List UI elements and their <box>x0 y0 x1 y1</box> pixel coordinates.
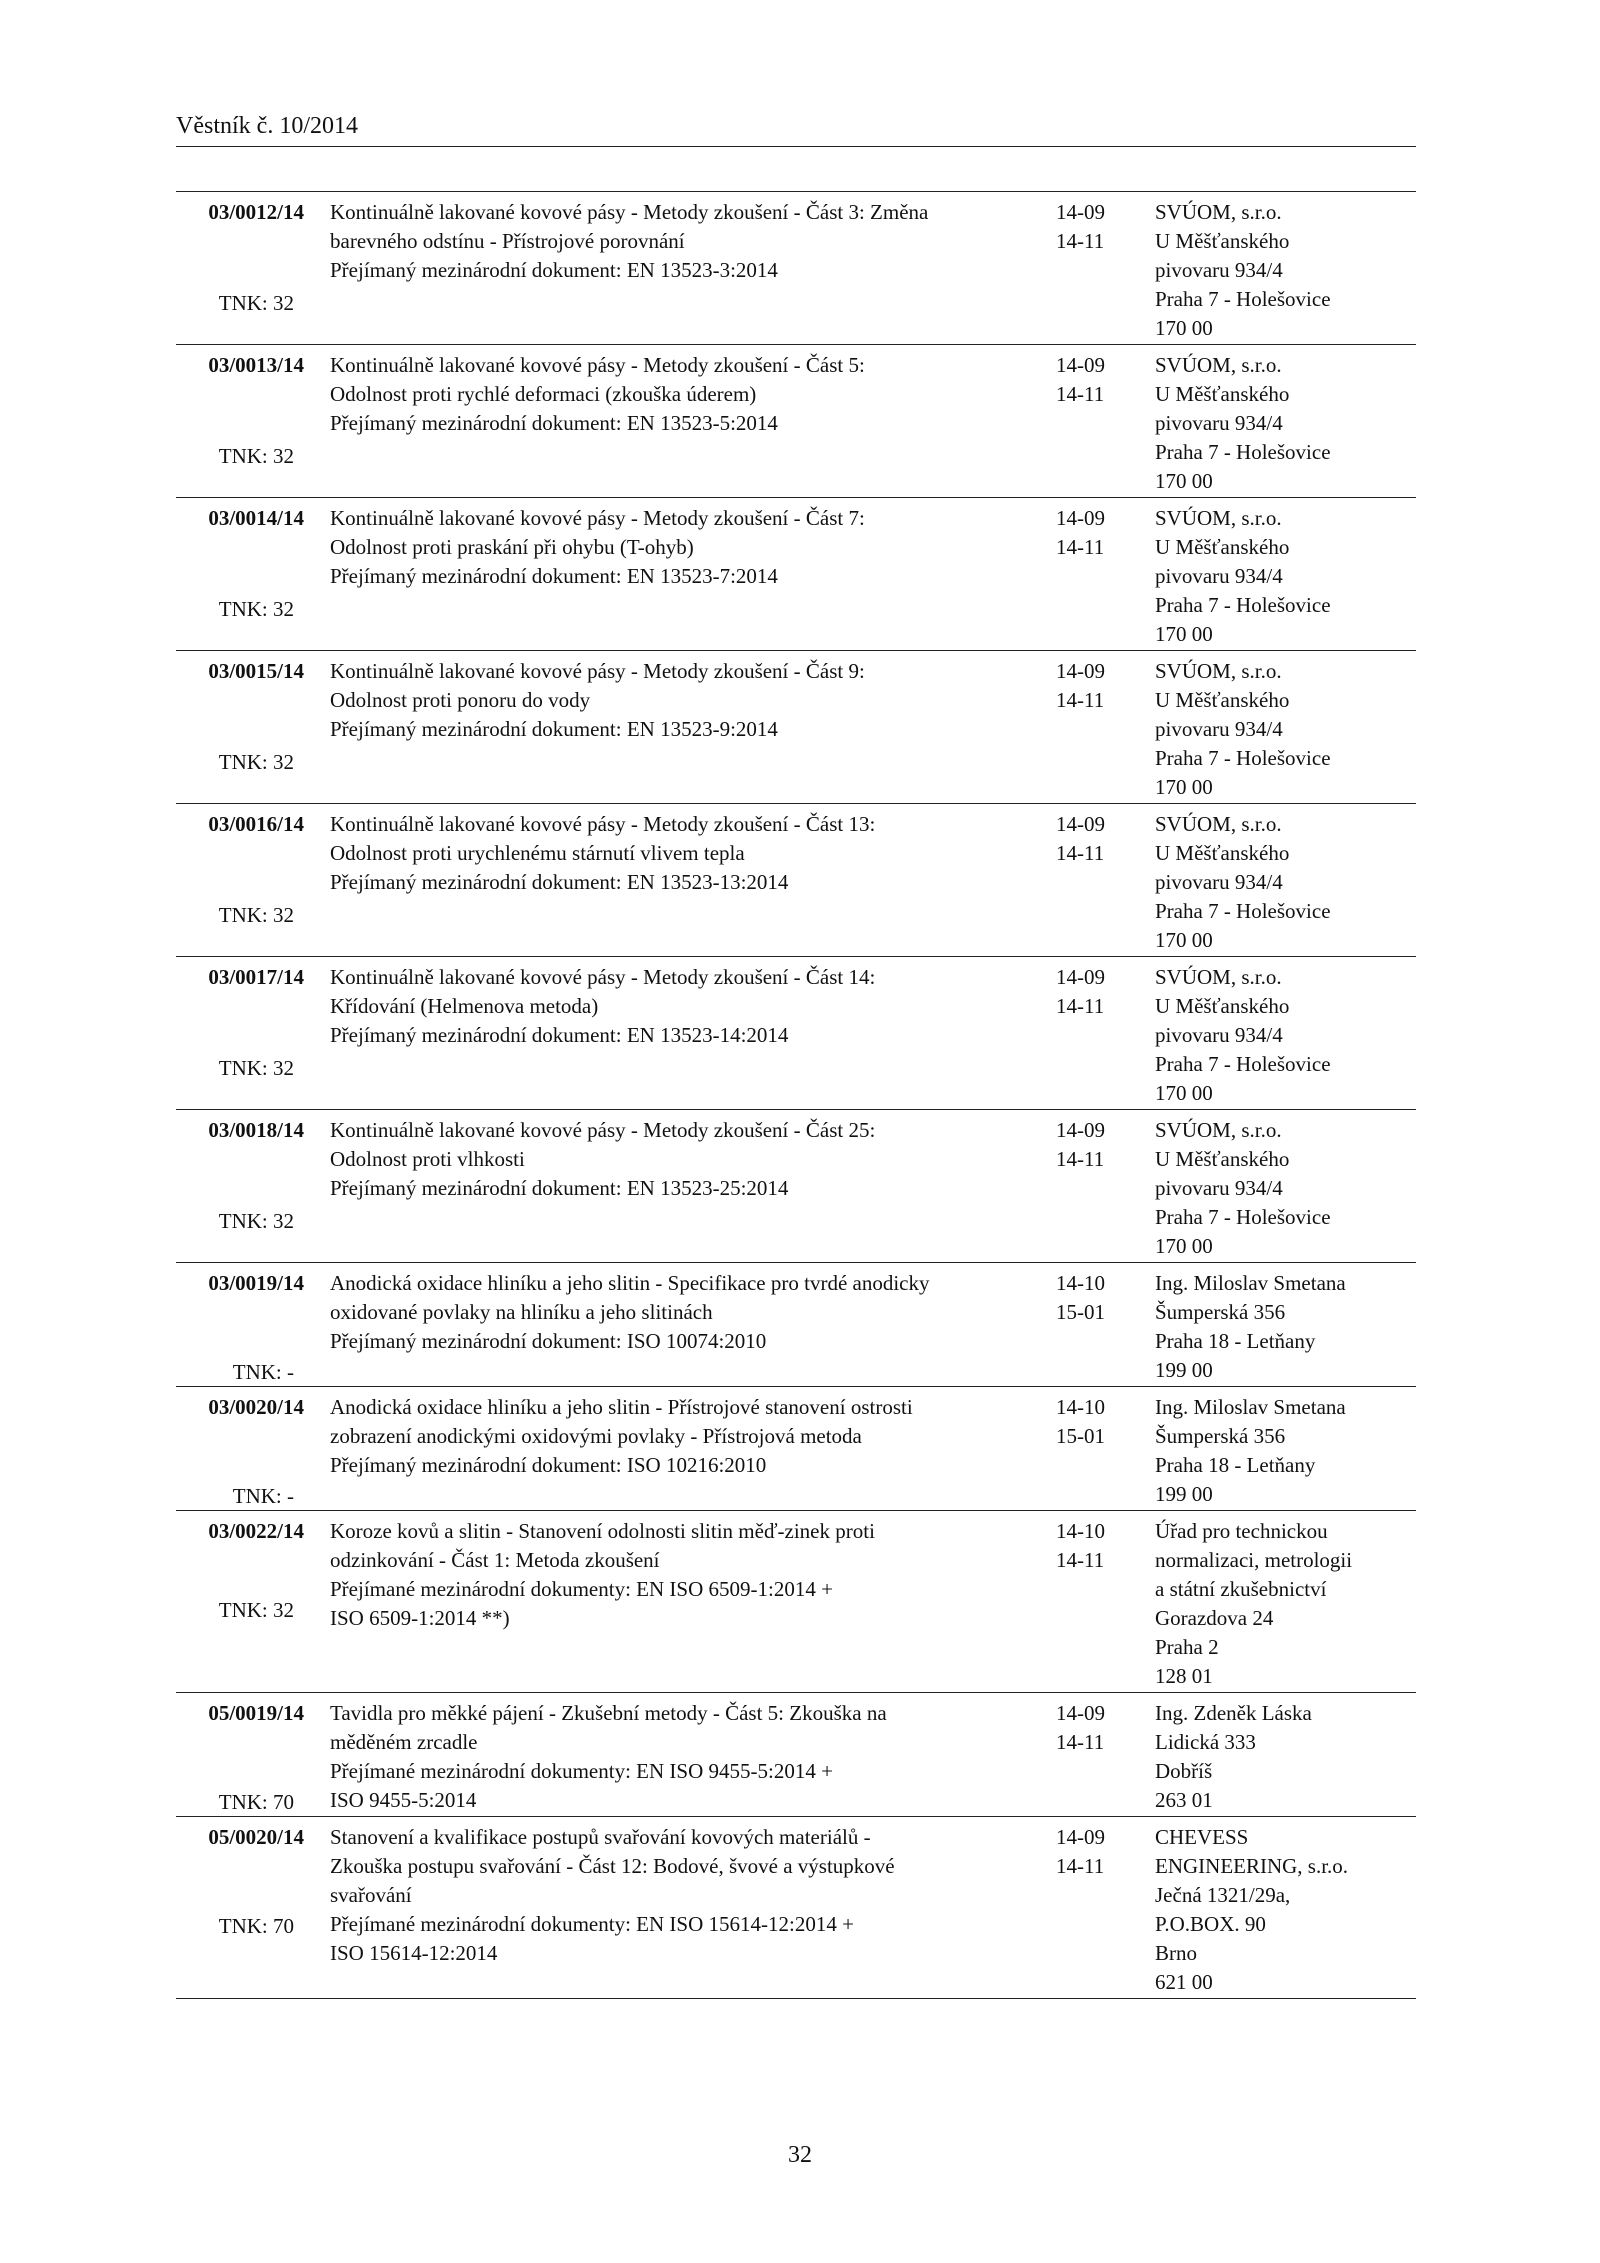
address-line: Praha 7 - Holešovice <box>1155 1052 1331 1076</box>
address-line: 128 01 <box>1155 1664 1213 1688</box>
record-tnk: TNK: 32 <box>218 1056 294 1080</box>
record-tnk: TNK: 32 <box>218 750 294 774</box>
address-line: Brno <box>1155 1941 1197 1965</box>
date-line: 14-09 <box>1056 506 1105 530</box>
record-processor-address <box>1155 1393 1415 1509</box>
record-row <box>176 498 1416 651</box>
description-line: Kontinuálně lakované kovové pásy - Metody zkoušení - Část 13: <box>330 812 876 836</box>
date-line: 14-09 <box>1056 965 1105 989</box>
address-line: Dobříš <box>1155 1759 1213 1783</box>
address-line: ENGINEERING, s.r.o. <box>1155 1854 1349 1878</box>
record-dates <box>1056 1517 1116 1575</box>
record-dates <box>1056 810 1116 868</box>
address-line: normalizaci, metrologii <box>1155 1548 1353 1572</box>
description-line: měděném zrcadle <box>330 1730 478 1754</box>
date-line: 14-09 <box>1056 659 1105 683</box>
record-processor-address <box>1155 1116 1415 1261</box>
address-line: pivovaru 934/4 <box>1155 564 1283 588</box>
address-line: Ing. Miloslav Smetana <box>1155 1271 1346 1295</box>
description-line: Přejímaný mezinárodní dokument: EN 13523-14:2014 <box>330 1023 789 1047</box>
record-dates <box>1056 1269 1116 1327</box>
address-line: P.O.BOX. 90 <box>1155 1912 1266 1936</box>
record-id: 03/0016/14 <box>208 812 304 836</box>
record-description <box>330 1269 1030 1356</box>
address-line: 170 00 <box>1155 469 1213 493</box>
address-line: SVÚOM, s.r.o. <box>1155 812 1282 836</box>
address-line: 199 00 <box>1155 1358 1213 1382</box>
record-id: 05/0019/14 <box>208 1701 304 1725</box>
record-dates <box>1056 1823 1116 1881</box>
address-line: U Měšťanského <box>1155 382 1290 406</box>
record-tnk: TNK: 70 <box>218 1790 294 1814</box>
address-line: SVÚOM, s.r.o. <box>1155 965 1282 989</box>
description-line: ISO 9455-5:2014 <box>330 1788 477 1812</box>
record-dates <box>1056 198 1116 256</box>
date-line: 14-10 <box>1056 1271 1105 1295</box>
date-line: 14-11 <box>1056 1147 1105 1171</box>
record-row <box>176 1511 1416 1693</box>
record-row <box>176 1263 1416 1387</box>
description-line: Odolnost proti urychlenému stárnutí vlivem tepla <box>330 841 745 865</box>
record-processor-address <box>1155 351 1415 496</box>
record-id: 03/0022/14 <box>208 1519 304 1543</box>
record-tnk: TNK: - <box>232 1360 294 1384</box>
record-dates <box>1056 657 1116 715</box>
address-line: Praha 7 - Holešovice <box>1155 1205 1331 1229</box>
address-line: Praha 7 - Holešovice <box>1155 899 1331 923</box>
description-line: Stanovení a kvalifikace postupů svařování kovových materiálů - <box>330 1825 871 1849</box>
description-line: Přejímaný mezinárodní dokument: ISO 10216:2010 <box>330 1453 767 1477</box>
date-line: 14-11 <box>1056 1730 1105 1754</box>
description-line: Přejímaný mezinárodní dokument: EN 13523-3:2014 <box>330 258 778 282</box>
address-line: U Měšťanského <box>1155 688 1290 712</box>
description-line: odzinkování - Část 1: Metoda zkoušení <box>330 1548 660 1572</box>
address-line: U Měšťanského <box>1155 1147 1290 1171</box>
date-line: 14-11 <box>1056 1548 1105 1572</box>
address-line: 170 00 <box>1155 928 1213 952</box>
description-line: Kontinuálně lakované kovové pásy - Metody zkoušení - Část 3: Změna <box>330 200 929 224</box>
address-line: Ing. Zdeněk Láska <box>1155 1701 1312 1725</box>
record-id: 03/0013/14 <box>208 353 304 377</box>
record-description <box>330 198 1030 285</box>
address-line: Praha 7 - Holešovice <box>1155 287 1331 311</box>
record-processor-address <box>1155 198 1415 343</box>
record-description <box>330 1517 1030 1633</box>
date-line: 14-11 <box>1056 229 1105 253</box>
address-line: pivovaru 934/4 <box>1155 717 1283 741</box>
page-header <box>176 112 1416 147</box>
record-processor-address <box>1155 1823 1415 1997</box>
record-processor-address <box>1155 963 1415 1108</box>
description-line: Odolnost proti ponoru do vody <box>330 688 591 712</box>
description-line: Přejímané mezinárodní dokumenty: EN ISO 6509-1:2014 + <box>330 1577 833 1601</box>
address-line: pivovaru 934/4 <box>1155 1023 1283 1047</box>
address-line: a státní zkušebnictví <box>1155 1577 1327 1601</box>
record-tnk: TNK: 32 <box>218 903 294 927</box>
address-line: Praha 7 - Holešovice <box>1155 440 1331 464</box>
record-description <box>330 810 1030 897</box>
address-line: Praha 7 - Holešovice <box>1155 746 1331 770</box>
address-line: SVÚOM, s.r.o. <box>1155 353 1282 377</box>
address-line: 170 00 <box>1155 622 1213 646</box>
record-row <box>176 345 1416 498</box>
address-line: CHEVESS <box>1155 1825 1249 1849</box>
record-dates <box>1056 963 1116 1021</box>
address-line: U Měšťanského <box>1155 994 1290 1018</box>
description-line: Přejímaný mezinárodní dokument: EN 13523-25:2014 <box>330 1176 789 1200</box>
address-line: Šumperská 356 <box>1155 1300 1286 1324</box>
address-line: Praha 18 - Letňany <box>1155 1453 1316 1477</box>
record-row <box>176 651 1416 804</box>
address-line: pivovaru 934/4 <box>1155 258 1283 282</box>
record-tnk: TNK: - <box>232 1484 294 1508</box>
address-line: Praha 7 - Holešovice <box>1155 593 1331 617</box>
record-tnk: TNK: 32 <box>218 291 294 315</box>
address-line: Lidická 333 <box>1155 1730 1256 1754</box>
description-line: Přejímaný mezinárodní dokument: EN 13523-13:2014 <box>330 870 789 894</box>
record-description <box>330 1393 1030 1480</box>
date-line: 14-09 <box>1056 353 1105 377</box>
address-line: SVÚOM, s.r.o. <box>1155 200 1282 224</box>
description-line: Odolnost proti praskání při ohybu (T-ohyb) <box>330 535 694 559</box>
record-row <box>176 804 1416 957</box>
description-line: Odolnost proti rychlé deformaci (zkouška úderem) <box>330 382 757 406</box>
address-line: Šumperská 356 <box>1155 1424 1286 1448</box>
address-line: 263 01 <box>1155 1788 1213 1812</box>
record-dates <box>1056 1393 1116 1451</box>
date-line: 14-11 <box>1056 382 1105 406</box>
record-tnk: TNK: 32 <box>218 1209 294 1233</box>
record-id: 05/0020/14 <box>208 1825 304 1849</box>
record-id: 03/0014/14 <box>208 506 304 530</box>
record-id: 03/0015/14 <box>208 659 304 683</box>
date-line: 14-11 <box>1056 688 1105 712</box>
record-id: 03/0018/14 <box>208 1118 304 1142</box>
address-line: SVÚOM, s.r.o. <box>1155 506 1282 530</box>
description-line: Koroze kovů a slitin - Stanovení odolnosti slitin měď-zinek proti <box>330 1519 875 1543</box>
record-row <box>176 1817 1416 1999</box>
record-tnk: TNK: 70 <box>218 1914 294 1938</box>
description-line: Anodická oxidace hliníku a jeho slitin - Specifikace pro tvrdé anodicky <box>330 1271 930 1295</box>
description-line: Odolnost proti vlhkosti <box>330 1147 525 1171</box>
date-line: 14-11 <box>1056 841 1105 865</box>
record-row <box>176 1693 1416 1817</box>
address-line: U Měšťanského <box>1155 535 1290 559</box>
address-line: 170 00 <box>1155 316 1213 340</box>
date-line: 14-11 <box>1056 535 1105 559</box>
record-tnk: TNK: 32 <box>218 444 294 468</box>
description-line: oxidované povlaky na hliníku a jeho slitinách <box>330 1300 713 1324</box>
description-line: Tavidla pro měkké pájení - Zkušební metody - Část 5: Zkouška na <box>330 1701 887 1725</box>
record-row <box>176 1387 1416 1511</box>
address-line: Úřad pro technickou <box>1155 1519 1328 1543</box>
records-table <box>176 191 1416 1999</box>
record-processor-address <box>1155 504 1415 649</box>
record-tnk: TNK: 32 <box>218 1598 294 1622</box>
record-processor-address <box>1155 1517 1415 1691</box>
address-line: SVÚOM, s.r.o. <box>1155 659 1282 683</box>
date-line: 14-09 <box>1056 812 1105 836</box>
record-row <box>176 1110 1416 1263</box>
date-line: 15-01 <box>1056 1424 1105 1448</box>
journal-title: Věstník č. 10/2014 <box>176 113 358 139</box>
date-line: 15-01 <box>1056 1300 1105 1324</box>
record-dates <box>1056 504 1116 562</box>
address-line: Praha 18 - Letňany <box>1155 1329 1316 1353</box>
address-line: 199 00 <box>1155 1482 1213 1506</box>
record-id: 03/0012/14 <box>208 200 304 224</box>
record-row <box>176 957 1416 1110</box>
address-line: pivovaru 934/4 <box>1155 870 1283 894</box>
address-line: 621 00 <box>1155 1970 1213 1994</box>
date-line: 14-11 <box>1056 1854 1105 1878</box>
record-description <box>330 504 1030 591</box>
record-description <box>330 1699 1030 1815</box>
record-row <box>176 192 1416 345</box>
description-line: Kontinuálně lakované kovové pásy - Metody zkoušení - Část 7: <box>330 506 865 530</box>
description-line: barevného odstínu - Přístrojové porovnání <box>330 229 685 253</box>
description-line: Zkouška postupu svařování - Část 12: Bodové, švové a výstupkové <box>330 1854 895 1878</box>
date-line: 14-10 <box>1056 1395 1105 1419</box>
date-line: 14-10 <box>1056 1519 1105 1543</box>
record-description <box>330 963 1030 1050</box>
description-line: Přejímaný mezinárodní dokument: EN 13523-5:2014 <box>330 411 778 435</box>
address-line: pivovaru 934/4 <box>1155 411 1283 435</box>
record-tnk: TNK: 32 <box>218 597 294 621</box>
record-id: 03/0020/14 <box>208 1395 304 1419</box>
description-line: Přejímaný mezinárodní dokument: EN 13523-9:2014 <box>330 717 778 741</box>
record-processor-address <box>1155 657 1415 802</box>
record-processor-address <box>1155 810 1415 955</box>
record-processor-address <box>1155 1699 1415 1815</box>
description-line: Přejímané mezinárodní dokumenty: EN ISO 15614-12:2014 + <box>330 1912 854 1936</box>
record-id: 03/0019/14 <box>208 1271 304 1295</box>
address-line: Ječná 1321/29a, <box>1155 1883 1291 1907</box>
address-line: U Měšťanského <box>1155 841 1290 865</box>
description-line: Přejímaný mezinárodní dokument: EN 13523-7:2014 <box>330 564 778 588</box>
description-line: zobrazení anodickými oxidovými povlaky - Přístrojová metoda <box>330 1424 862 1448</box>
record-description <box>330 657 1030 744</box>
date-line: 14-11 <box>1056 994 1105 1018</box>
address-line: Gorazdova 24 <box>1155 1606 1274 1630</box>
description-line: Kontinuálně lakované kovové pásy - Metody zkoušení - Část 14: <box>330 965 876 989</box>
address-line: SVÚOM, s.r.o. <box>1155 1118 1282 1142</box>
date-line: 14-09 <box>1056 200 1105 224</box>
record-description <box>330 351 1030 438</box>
description-line: Kontinuálně lakované kovové pásy - Metody zkoušení - Část 9: <box>330 659 865 683</box>
description-line: Křídování (Helmenova metoda) <box>330 994 599 1018</box>
address-line: Praha 2 <box>1155 1635 1219 1659</box>
address-line: Ing. Miloslav Smetana <box>1155 1395 1346 1419</box>
address-line: pivovaru 934/4 <box>1155 1176 1283 1200</box>
record-processor-address <box>1155 1269 1415 1385</box>
page-number: 32 <box>788 2142 812 2168</box>
record-description <box>330 1116 1030 1203</box>
description-line: Kontinuálně lakované kovové pásy - Metody zkoušení - Část 5: <box>330 353 865 377</box>
record-description <box>330 1823 1030 1968</box>
address-line: 170 00 <box>1155 775 1213 799</box>
address-line: 170 00 <box>1155 1081 1213 1105</box>
description-line: Přejímané mezinárodní dokumenty: EN ISO 9455-5:2014 + <box>330 1759 833 1783</box>
record-id: 03/0017/14 <box>208 965 304 989</box>
date-line: 14-09 <box>1056 1118 1105 1142</box>
description-line: Kontinuálně lakované kovové pásy - Metody zkoušení - Část 25: <box>330 1118 876 1142</box>
description-line: Přejímaný mezinárodní dokument: ISO 10074:2010 <box>330 1329 767 1353</box>
description-line: svařování <box>330 1883 412 1907</box>
record-dates <box>1056 351 1116 409</box>
address-line: U Měšťanského <box>1155 229 1290 253</box>
record-dates <box>1056 1116 1116 1174</box>
description-line: Anodická oxidace hliníku a jeho slitin - Přístrojové stanovení ostrosti <box>330 1395 913 1419</box>
date-line: 14-09 <box>1056 1825 1105 1849</box>
date-line: 14-09 <box>1056 1701 1105 1725</box>
description-line: ISO 15614-12:2014 <box>330 1941 498 1965</box>
address-line: 170 00 <box>1155 1234 1213 1258</box>
description-line: ISO 6509-1:2014 **) <box>330 1606 510 1630</box>
record-dates <box>1056 1699 1116 1757</box>
